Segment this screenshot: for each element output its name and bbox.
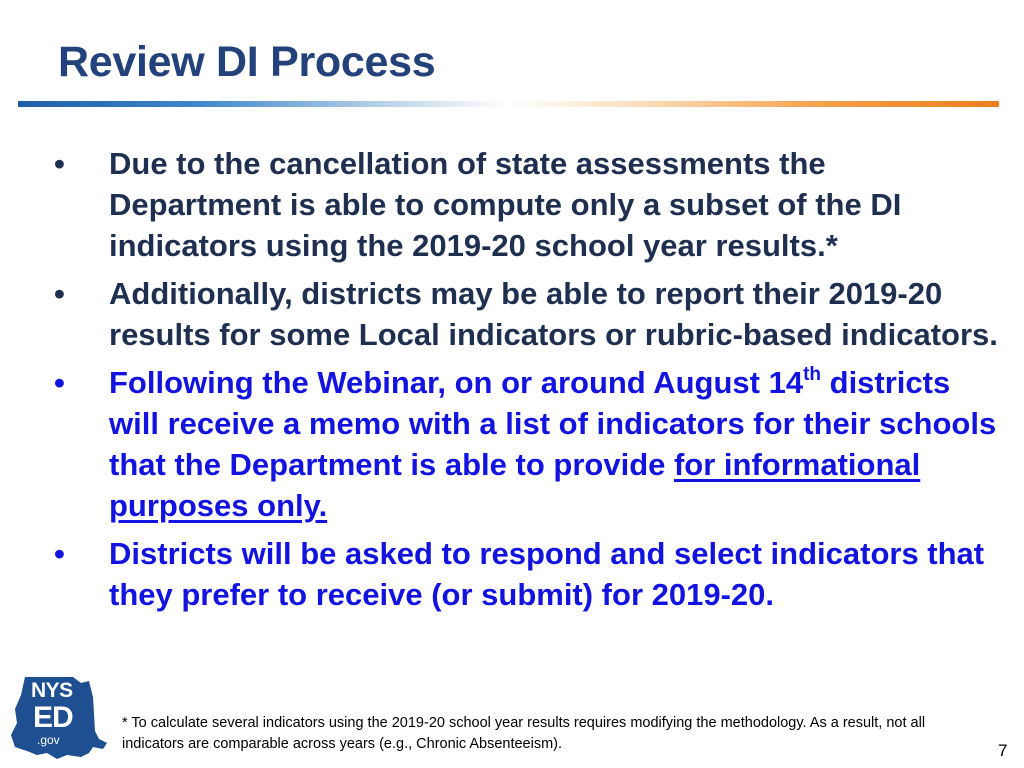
underlined-emphasis: for informational purposes only.: [109, 447, 921, 523]
bullet-text: Additionally, districts may be able to report their 2019-20 results for some Local indicators or rubric-based indicators.: [109, 276, 998, 352]
bullet-item: [54, 362, 1004, 526]
page-title: Review DI Process: [58, 38, 436, 86]
bullet-text-part: districts will receive a memo with a list of indicators for their schools that the Department is able to provide: [109, 365, 997, 482]
page-number: 7: [998, 741, 1008, 760]
bullet-list: [54, 143, 1004, 622]
bullet-text-part: Following the Webinar, on or around August 14: [109, 365, 804, 400]
title-divider: [18, 101, 999, 107]
ordinal-superscript: th: [803, 364, 822, 385]
logo-text-nys: NYS: [31, 679, 73, 702]
bullet-item: [54, 533, 1004, 615]
bullet-marker: •: [54, 146, 65, 181]
nysed-logo: [7, 673, 112, 761]
bullet-marker: •: [54, 276, 65, 311]
bullet-text: Due to the cancellation of state assessments the Department is able to compute only a subset of the DI indicators using the 2019-20 school year results.*: [109, 146, 902, 263]
footnote: * To calculate several indicators using the 2019-20 school year results requires modifying the methodology. As a result, not all indicators are comparable across years (e.g., Chronic Absenteeism).: [122, 715, 926, 752]
bullet-text: Districts will be asked to respond and select indicators that they prefer to receive (or submit) for 2019-20.: [109, 536, 985, 612]
bullet-marker: •: [54, 365, 65, 400]
bullet-marker: •: [54, 536, 65, 571]
logo-text-gov: .gov: [37, 733, 60, 747]
bullet-item: [54, 273, 1004, 355]
bullet-item: [54, 143, 1004, 266]
logo-text-ed: ED: [33, 701, 73, 734]
